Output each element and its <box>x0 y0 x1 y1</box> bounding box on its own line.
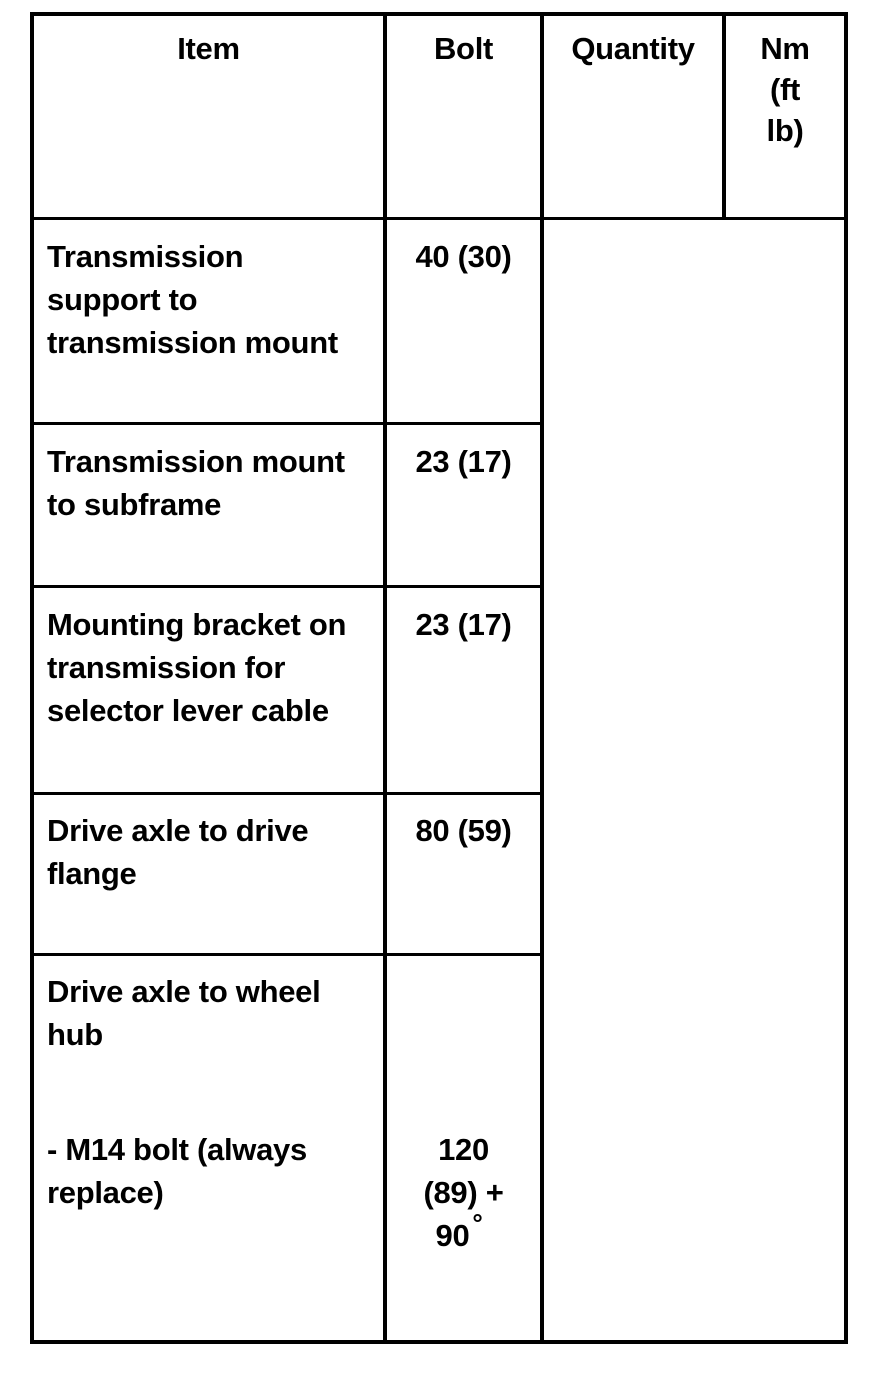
row-3-item-line-3: selector lever cable <box>47 693 329 728</box>
header-row-divider <box>30 217 848 220</box>
row-2-bolt-value: 23 (17) <box>415 444 512 479</box>
column-divider-bolt-quantity <box>540 12 544 1344</box>
row-5-bolt-line-3 <box>381 1208 534 1259</box>
row-3-item <box>47 603 382 732</box>
row-1-bolt <box>387 235 540 278</box>
header-bolt-label: Bolt <box>433 31 494 66</box>
row-5-bolt-line-2: (89) + <box>423 1175 504 1210</box>
row-5-sub-item-line-1: - M14 bolt (always <box>47 1132 307 1167</box>
row-3-item-line-2: transmission for <box>47 650 286 685</box>
row-3-item-line-1: Mounting bracket on <box>47 607 347 642</box>
row-divider-3 <box>30 792 542 795</box>
header-quantity <box>544 28 722 69</box>
row-5-item <box>47 970 382 1056</box>
header-bolt <box>387 28 540 69</box>
row-1-item-line-3: transmission mount <box>47 325 338 360</box>
degree-symbol: ° <box>472 1208 483 1238</box>
row-5-bolt <box>387 1128 540 1259</box>
header-item-label: Item <box>177 31 240 66</box>
row-4-item-line-2: flange <box>47 856 137 891</box>
row-5-bolt-line-1: 120 <box>438 1132 489 1167</box>
header-nm-line-3: lb) <box>766 113 804 148</box>
row-4-item-line-1: Drive axle to drive <box>47 813 309 848</box>
row-1-item-line-2: support to <box>47 282 198 317</box>
row-1-item-line-1: Transmission <box>47 239 244 274</box>
row-3-bolt <box>387 603 540 646</box>
row-1-bolt-value: 40 (30) <box>415 239 512 274</box>
row-5-sub-item-line-2: replace) <box>47 1175 164 1210</box>
row-2-item-line-1: Transmission mount <box>47 444 345 479</box>
row-1-item <box>47 235 382 364</box>
row-2-item <box>47 440 382 526</box>
header-nm-line-2: (ft <box>769 72 801 107</box>
row-divider-4 <box>30 953 542 956</box>
row-2-bolt <box>387 440 540 483</box>
row-5-bolt-angle: 90 <box>435 1218 470 1253</box>
row-divider-1 <box>30 422 542 425</box>
header-quantity-label: Quantity <box>571 31 695 66</box>
header-nm <box>726 28 844 151</box>
row-divider-2 <box>30 585 542 588</box>
header-nm-line-1: Nm <box>760 31 810 66</box>
row-3-bolt-value: 23 (17) <box>415 607 512 642</box>
header-item <box>34 28 383 69</box>
row-5-sub-item <box>47 1128 382 1214</box>
row-2-item-line-2: to subframe <box>47 487 222 522</box>
row-5-item-line-2: hub <box>47 1017 103 1052</box>
row-4-bolt-value: 80 (59) <box>415 813 512 848</box>
row-5-item-line-1: Drive axle to wheel <box>47 974 321 1009</box>
row-4-bolt <box>387 809 540 852</box>
row-4-item <box>47 809 382 895</box>
